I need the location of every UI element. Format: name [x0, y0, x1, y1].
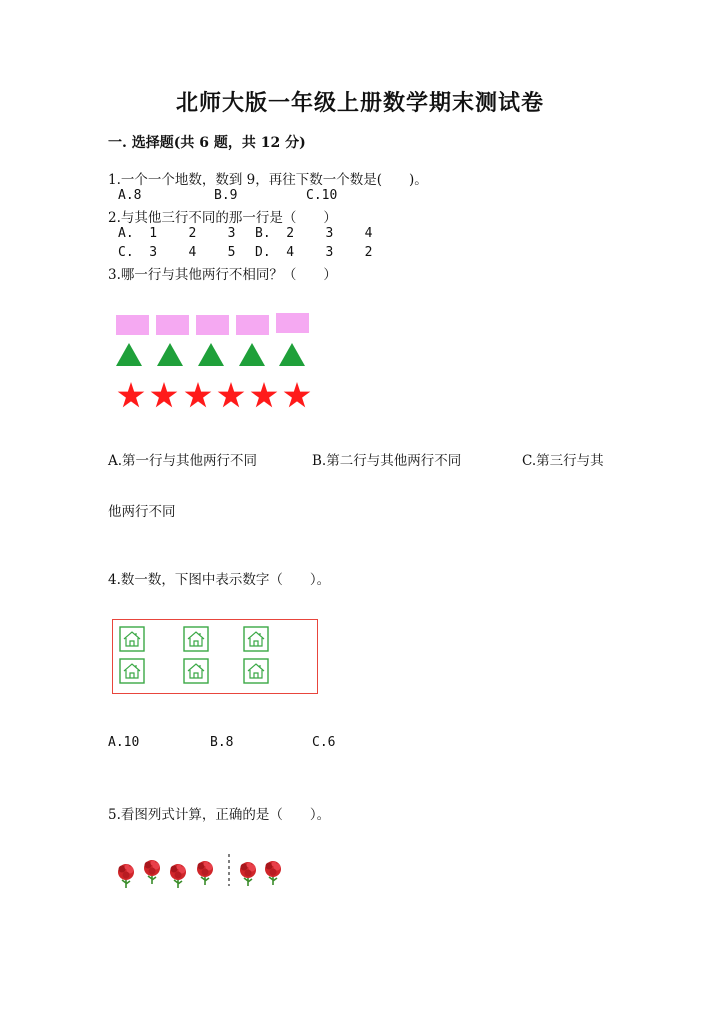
flowers-figure [108, 850, 298, 890]
green-triangle [239, 343, 265, 366]
flower-icon [197, 861, 213, 885]
red-star [151, 382, 178, 407]
question-1-option-c: C.10 [306, 188, 338, 203]
question-4-option-b: B.8 [210, 735, 234, 750]
question-1-option-b: B.9 [214, 188, 238, 203]
question-4-stem: 4.数一数，下图中表示数字（ ）。 [108, 572, 331, 588]
square-row [116, 313, 309, 335]
green-triangle [116, 343, 142, 366]
question-2-option-c: C. 3 4 5 [118, 245, 236, 260]
red-star [218, 382, 245, 407]
question-3-option-c-continued: 他两行不同 [108, 504, 176, 520]
shapes-figure [112, 308, 312, 412]
question-4-option-a: A.10 [108, 735, 140, 750]
pink-square [156, 315, 189, 335]
question-2-option-d: D. 4 3 2 [255, 245, 373, 260]
question-3-stem: 3.哪一行与其他两行不相同？（ ） [108, 267, 337, 283]
flower-icon [118, 864, 134, 888]
flower-icon [240, 862, 256, 886]
triangle-row [116, 343, 305, 366]
star-row [118, 382, 311, 407]
question-2-option-b: B. 2 3 4 [255, 226, 373, 241]
red-star [118, 382, 145, 407]
house-icon [243, 626, 269, 652]
question-1-stem: 1.一个一个地数，数到 9，再往下数一个数是( )。 [108, 172, 428, 188]
pink-square [116, 315, 149, 335]
question-1-option-a: A.8 [118, 188, 142, 203]
house-icon [183, 626, 209, 652]
page-title: 北师大版一年级上册数学期末测试卷 [175, 90, 544, 116]
section-heading: 一. 选择题(共 6 题，共 12 分) [108, 135, 306, 151]
question-2-option-a: A. 1 2 3 [118, 226, 236, 241]
question-2-stem: 2.与其他三行不同的那一行是（ ） [108, 210, 337, 226]
house-icon [119, 658, 145, 684]
green-triangle [157, 343, 183, 366]
pink-square [236, 315, 269, 335]
flower-icon [265, 861, 281, 885]
red-star [251, 382, 278, 407]
green-triangle [198, 343, 224, 366]
flower-icon [144, 860, 160, 884]
green-triangle [279, 343, 305, 366]
red-star [284, 382, 311, 407]
question-3-option-c: C.第三行与其 [522, 453, 604, 469]
pink-square [196, 315, 229, 335]
flower-icon [170, 864, 186, 888]
question-3-option-b: B.第二行与其他两行不同 [312, 453, 462, 469]
question-5-stem: 5.看图列式计算，正确的是（ ）。 [108, 807, 331, 823]
question-3-option-a: A.第一行与其他两行不同 [108, 453, 258, 469]
house-icon [243, 658, 269, 684]
house-icon [119, 626, 145, 652]
red-star [185, 382, 212, 407]
house-icon [183, 658, 209, 684]
question-4-option-c: C.6 [312, 735, 336, 750]
pink-square [276, 313, 309, 333]
houses-figure [112, 619, 318, 694]
